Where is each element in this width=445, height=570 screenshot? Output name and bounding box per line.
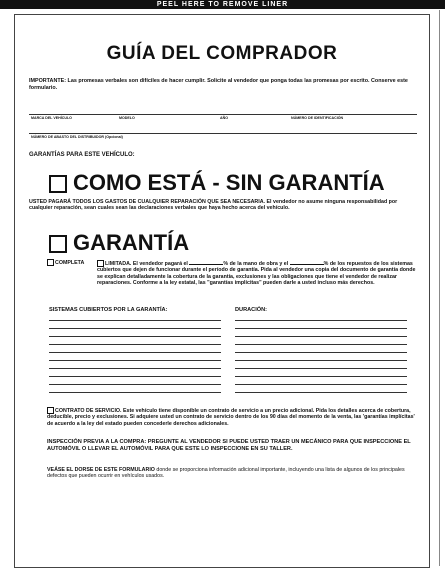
contrato-text: CONTRATO DE SERVICIO. Este vehículo tiene disponible un contrato de servicio a un precio adicional. Pida los detalles acerca de cobertura, deducible, precio y exclusiones. Si adquiere usted un contrato de servicio dentro de los 90 días del momento de la venta, las 'garantías implícitas' de acuerdo a la ley del estado pueden concederle derechos adicionales. (47, 407, 415, 427)
garantia-heading: GARANTÍA (73, 230, 190, 255)
vehicle-fields-line (29, 114, 417, 115)
sistemas-label: SISTEMAS CUBIERTOS POR LA GARANTÍA: (49, 307, 168, 313)
limitada-option (97, 259, 417, 287)
garantia-checkbox[interactable] (49, 235, 67, 253)
sistemas-line[interactable] (49, 368, 221, 369)
liner-edge (439, 10, 444, 566)
label-modelo: MODELO (119, 116, 135, 120)
label-anio: AÑO (220, 116, 228, 120)
sistemas-line[interactable] (49, 320, 221, 321)
como-esta-checkbox[interactable] (49, 175, 67, 193)
parts-percent-blank[interactable] (290, 259, 324, 265)
buyers-guide-sheet (14, 14, 430, 568)
inspeccion-text: INSPECCIÓN PREVIA A LA COMPRA: PREGUNTE AL VENDEDOR SI PUEDE USTED TRAER UN MECÁNICO PARA QUE INSPECCIONE EL AUTOMÓVIL O LLEVAR EL AUTOMÓVIL PARA QUE ESTE LO INSPECCIONE EN SU TALLER. (47, 439, 411, 452)
duracion-line[interactable] (235, 352, 407, 353)
label-identificacion: NÚMERO DE IDENTIFICACIÓN (291, 116, 344, 120)
duracion-label: DURACIÓN: (235, 307, 268, 313)
contrato-option (47, 407, 417, 427)
sistemas-line[interactable] (49, 376, 221, 377)
labor-percent-blank[interactable] (189, 259, 223, 265)
completa-label: COMPLETA (55, 259, 85, 266)
sistemas-line[interactable] (49, 384, 221, 385)
dorso-text-bold: VEÁSE EL DORSE DE ESTE FORMULARIO (47, 467, 155, 473)
limitada-text-a: LIMITADA. El vendedor pagará el (105, 261, 188, 267)
dorso-text-body: donde se proporciona información adicional importante, incluyendo una lista de algunos de los principales defectos que pueden ocurrir en vehículos usados. (47, 467, 405, 480)
abasto-line (29, 133, 417, 134)
duracion-line[interactable] (235, 392, 407, 393)
sistemas-line[interactable] (49, 336, 221, 337)
label-marca: MARCA DEL VEHÍCULO (31, 116, 72, 120)
duracion-line[interactable] (235, 368, 407, 369)
como-esta-text-body: El vendedor no asume ninguna responsabilidad por cualquier reparación, sean cuales sean las declaraciones verbales que haya hecho acerca del vehículo. (29, 199, 398, 212)
completa-checkbox[interactable] (47, 259, 54, 266)
duracion-line[interactable] (235, 384, 407, 385)
limitada-text-b: % de la mano de obra y el (223, 261, 289, 267)
peel-liner-banner: PEEL HERE TO REMOVE LINER (0, 0, 445, 9)
sistemas-line[interactable] (49, 352, 221, 353)
duracion-line[interactable] (235, 376, 407, 377)
sistemas-line[interactable] (49, 328, 221, 329)
como-esta-text (29, 199, 417, 212)
duracion-line[interactable] (235, 336, 407, 337)
limitada-text-c: % de los (323, 261, 346, 267)
sistemas-line[interactable] (49, 344, 221, 345)
limitada-checkbox[interactable] (97, 260, 104, 267)
garantias-label: GARANTÍAS PARA ESTE VEHÍCULO: (29, 152, 135, 158)
page-title: GUÍA DEL COMPRADOR (106, 43, 338, 64)
dorso-text (47, 467, 417, 480)
como-esta-heading: COMO ESTÁ - SIN GARANTÍA (73, 170, 385, 195)
importante-notice: IMPORTANTE: Las promesas verbales son difíciles de hacer cumplir. Solicite al vendedor que ponga todas las promesas por escrito. Conserve este formulario. (29, 78, 408, 91)
duracion-line[interactable] (235, 320, 407, 321)
duracion-line[interactable] (235, 360, 407, 361)
limitada-text-body: repuestos de los sistemas cubiertos que dejen de funcionar durante el período de garantía. Pida al vendedor una copia del documento de garantía donde se explican detalladamente la cobertura de la garantía, exclusiones y las obligaciones que tiene el vendedor de realizar reparaciones. Conforme a la ley estatal, las "garantías implícitas" pueden darle a usted incluso más derechos. (97, 261, 416, 287)
sistemas-line[interactable] (49, 392, 221, 393)
como-esta-text-bold: USTED PAGARÁ TODOS LOS GASTOS DE CUALQUIER REPARACIÓN QUE SEA NECESARIA. (29, 199, 266, 205)
contrato-checkbox[interactable] (47, 407, 54, 414)
duracion-line[interactable] (235, 344, 407, 345)
label-abasto: NÚMERO DE ABASTO DEL DISTRIBUIDOR (Opcional) (31, 135, 123, 139)
duracion-line[interactable] (235, 328, 407, 329)
completa-option[interactable] (47, 259, 84, 266)
sistemas-line[interactable] (49, 360, 221, 361)
